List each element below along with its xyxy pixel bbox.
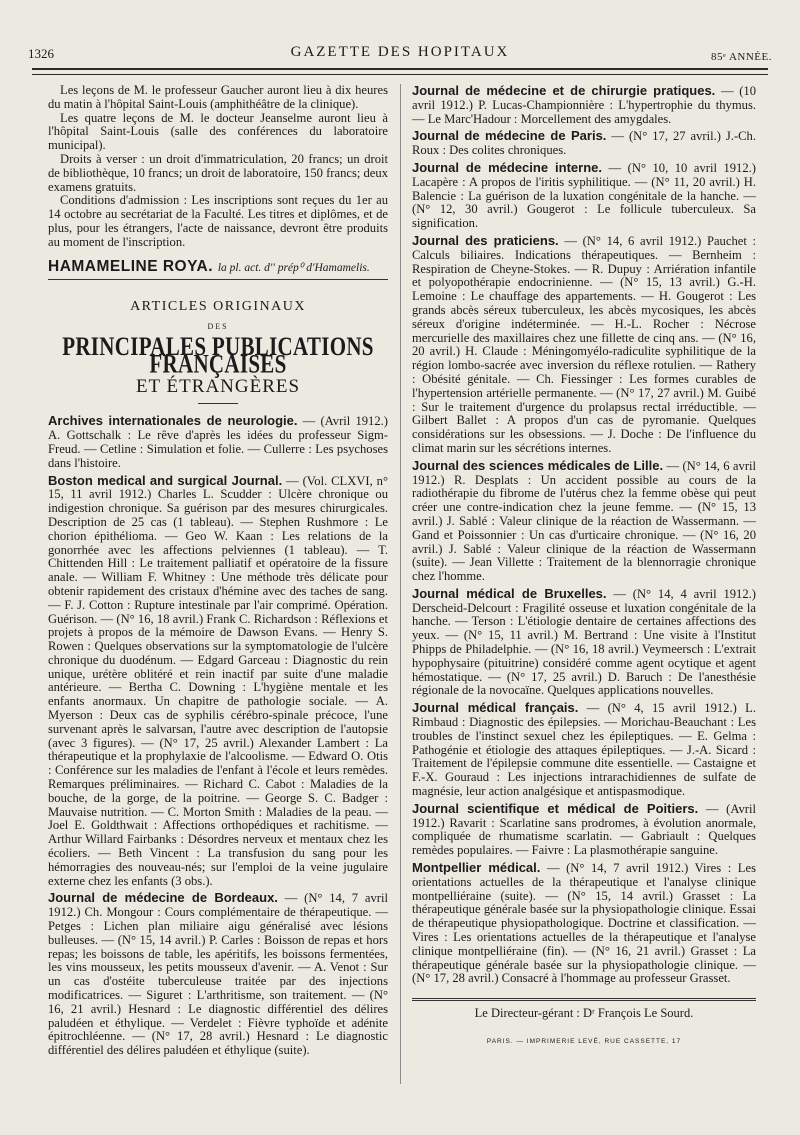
divider <box>48 279 388 280</box>
section-title: PRINCIPALES PUBLICATIONS FRANÇAISES <box>62 331 374 379</box>
journal-name: Archives internationales de neurologie. <box>48 413 298 429</box>
journal-name: Journal médical de Bruxelles. <box>412 585 607 601</box>
entry-text: — (N° 14, 7 avril 1912.) Vires : Les orientations actuelles de la thérapeutique et l'analyse clinique montpelliéraine (suite). — (N° 15, 14 avril.) Grasset : La thérapeutique générale basée sur la physiopathologie clinique. Essai de thérapeutique physiopathologique. Doctrine et classification. — Vires : Les orientations actuelles de la thérapeutique et l'analyse clinique montpelliéraine (fin). — (N° 16, 21 avril.) Grasset : La thérapeutique générale basée sur la physiopathologie clinique. — (N° 17, 28 avril.) Consacré à l'hommage au professeur Grasset. <box>412 861 756 986</box>
journal-name: Journal de médecine de Paris. <box>412 128 607 144</box>
section-des: DES <box>207 322 229 332</box>
journal-name: Montpellier médical. <box>412 860 541 876</box>
journal-name: Boston medical and surgical Journal. <box>48 472 283 488</box>
header-rule <box>32 68 768 75</box>
publication-entry <box>48 891 388 1058</box>
entry-text: — (Vol. CLXVI, n° 15, 11 avril 1912.) Charles L. Scudder : Ulcère chronique ou indigestion chronique. Sa guérison par des mesures chirurgicales. Description de 25 cas (1 tableau). — Stephen Rushmore : Le chorion épithélioma. — Geo W. Kaan : Les relations de la gonorrhée avec les affections pelviennes (1 tableau). — T. Chittenden Hill : Le traitement palliatif et opératoire de la fissure anale. — William F. Whitney : Une méthode très délicate pour obtenir rapidement des cristaux d'hémine avec des taches de sang. — F. J. Cotton : Rupture intestinale par l'air comprimé. Opération. Guérison. — (N° 16, 18 avril.) Frank C. Richardson : Réflexions et projets à propos de la mémoire de Dawson Evans. — Henry S. Rowen : Quelques observations sur la symptomatologie de l'ulcère chronique du duodénum. — Edgard Garceau : Diagnostic du rein unique, urétère oblitéré et rein inactif par suite d'une maladie antérieure. — Bertha C. Downing : L'hygiène mentale et les enfants anormaux. Un chapitre de pathologie sociale. — A. Myerson : Deux cas de syphilis cérébro-spinale précoce, l'une survenant après le salvarsan, l'autre avec description de l'autopsie (avec 3 figures). — (N° 17, 25 avril.) Alexander Lambert : La thérapeutique et la prophylaxie de l'alcoolisme. — Edward O. Otis : Conférence sur les maladies de l'enfant à l'école et leurs remèdes. Remarques préliminaires. — Richard C. Cabot : Maladies de la bouche, de la gorge, de la poitrine. — George S. C. Badger : Mauvaise nutrition. — C. Morton Smith : Maladies de la peau. — Joel E. Goldthwait : Affections orthopédiques et rachitisme. — Arthur Willard Fairbanks : Désordres nerveux et mentaux chez les écoliers. — Beth Vincent : La transfusion du sang pour les hémorragies des nouveau-nés; sur l'emploi de la veine jugulaire externe chez les enfants (3 obs.). <box>48 473 388 888</box>
notice-paragraph: Les quatre leçons de M. le docteur Jeanselme auront lieu à l'hôpital Saint-Louis (salle des conférences du laboratoire municipal). <box>48 110 388 153</box>
notice-paragraph: Conditions d'admission : Les inscriptions sont reçues du 1er au 14 octobre au secrétariat de la Faculté. Les titres et diplômes, et de plus, pour les étrangers, l'acte de naissance, devront être produits au moment de l'inscription. <box>48 193 388 249</box>
advert-name: HAMAMELINE ROYA. <box>48 257 214 275</box>
entry-text: — (N° 14, 7 avril 1912.) Ch. Mongour : Cours complémentaire de thérapeutique. — Petges : Lichen plan miliaire aigu généralisé avec lésions bulleuses. — (N° 15, 14 avril.) P. Carles : Boisson de repas et hors repas; les boissons de table, les apéritifs, les boissons fermentées, les vins mousseux, les petits mousseux d'avenir. — A. Venot : Sur un cas d'ostéite tuberculeuse traitée par des injections modificatrices. — Siguret : L'arthritisme, son traitement. — (N° 16, 21 avril.) Hesnard : Le diagnostic différentiel des délires paludéen et éthylique. — Verdelet : Fièvre typhoïde et adénite épitrochléenne. — (N° 17, 28 avril.) Hesnard : Le diagnostic différentiel des délires paludéen et éthylique (suite). <box>48 891 388 1058</box>
page-number: 1326 <box>28 46 54 61</box>
page-header <box>28 44 772 66</box>
entry-text: — (N° 4, 15 avril 1912.) L. Rimbaud : Diagnostic des épilepsies. — Morichau-Beauchant : Les troubles de l'instinct sexuel chez les épileptiques. — E. Gelma : Pathogénie et étiologie des attaques épileptiques. — J.-A. Sicard : Traitement de l'épilepsie commune dite essentielle. — Castaigne et F.-X. Gouraud : Les injections intrarachidiennes de sulfate de magnésie, leur action analgésique et antispasmodique. <box>412 701 756 799</box>
advertisement <box>48 257 388 276</box>
entry-text: — (N° 10, 10 avril 1912.) Lacapère : A propos de l'iritis syphilitique. — (N° 11, 20 avril.) H. Balencie : La guérison de la luxation congénitale de la hanche. — (N° 12, 30 avril.) Gougerot : Le follicule tuberculeux. Sa signification. <box>412 160 756 231</box>
right-column <box>412 84 756 1049</box>
journal-name: Journal de médecine et de chirurgie pratiques. <box>412 83 716 98</box>
publication-entry <box>412 234 756 456</box>
publication-entry <box>412 802 756 858</box>
publication-entry <box>412 459 756 584</box>
left-column <box>48 84 388 1061</box>
entry-text: — (10 avril 1912.) P. Lucas-Championnière : L'hypertrophie du thymus. — Le Marc'Hadour : Morcellement des amygdales. <box>412 84 756 126</box>
notice-paragraph: Les leçons de M. le professeur Gaucher auront lieu à dix heures du matin à l'hôpital Saint-Louis (amphithéâtre de la clinique). <box>48 83 388 111</box>
publication-entry <box>412 587 756 698</box>
printer-line: PARIS. — IMPRIMERIE LEVÉ, RUE CASSETTE, 17 <box>486 1038 682 1045</box>
advert-tagline: la pl. act. d'' prép⁰ d'Hamamelis. <box>217 261 370 274</box>
entry-text: — (N° 14, 4 avril 1912.) Derscheid-Delcourt : Fragilité osseuse et luxation congénitale de la hanche. — Terson : L'étiologie dentaire de certaines affections des yeux. — (N° 15, 11 avril.) M. Bertrand : Une visite à l'Institut Phipps de Philadelphie. — (N° 16, 18 avril.) Veymeersch : L'extrait hypophysaire (pituitrine) considéré comme agent ocytique et agent hémostatique. — (N° 17, 25 avril.) D. Baruch : De l'anesthésie régionale de la novocaïne. Quelques applications nouvelles. <box>412 586 756 698</box>
publication-entry <box>412 861 756 986</box>
notice-paragraph: Droits à verser : un droit d'immatriculation, 20 francs; un droit de bibliothèque, 10 francs; un droit de laboratoire, 150 francs; deux examens gratuits. <box>48 151 388 194</box>
entry-text: — (N° 14, 6 avril 1912.) R. Desplats : Un accident possible au cours de la radiothérapie du fibrome de l'utérus chez la femme obèse qui peut créer une contre-indication chez la jeune femme. — (N° 15, 13 avril.) J. Sablé : Valeur clinique de la réaction de Wassermann. — Gand et Poissonnier : Un cas d'urticaire chronique. — (N° 16, 20 avril.) J. Sablé : Valeur clinique de la réaction de Wassermann (suite). — Jean Villette : Traitement de la blennorragie chronique chez l'homme. <box>412 458 757 584</box>
section-heading: ARTICLES ORIGINAUX <box>130 299 306 315</box>
volume-year: 85ᵉ ANNÉE. <box>711 51 772 63</box>
journal-name: Journal scientifique et médical de Poitiers. <box>412 800 699 816</box>
entry-text: — (Avril 1912.) Ravarit : Scarlatine sans prodromes, à évolution anormale, compliquée de rhumatisme scarlatin. — Gabriault : Quelques remèdes populaires. — Faivre : La plasmothérapie sanguine. <box>412 801 756 858</box>
publication-entry <box>48 474 388 889</box>
column-separator <box>400 84 401 1084</box>
gazette-title: GAZETTE DES HOPITAUX <box>290 44 510 60</box>
section-subtitle: ET ÉTRANGÈRES <box>135 375 301 397</box>
entry-text: — (Avril 1912.) A. Gottschalk : Le rêve d'après les idées du professeur Sigm-Freud. — Cetline : Simulation et folie. — Cullerre : Les psychoses dans l'histoire. <box>48 414 388 470</box>
director-line: Le Directeur-gérant : Dʳ François Le Sourd. <box>412 998 756 1021</box>
journal-name: Journal médical français. <box>412 700 579 716</box>
journal-name: Journal de médecine interne. <box>412 159 603 175</box>
publication-entry <box>412 84 756 126</box>
entry-text: — (N° 17, 27 avril.) J.-Ch. Roux : Des colites chroniques. <box>412 129 756 158</box>
small-divider <box>198 403 238 404</box>
journal-name: Journal de médecine de Bordeaux. <box>48 890 278 906</box>
publication-entry <box>412 161 756 231</box>
entry-text: — (N° 14, 6 avril 1912.) Pauchet : Calculs biliaires. Indications thérapeutiques. — Bernheim : Respiration de Cheyne-Stokes. — R. Dupuy : Arriération infantile et polyopothérapie endocrinienne. — (N° 15, 13 avril.) G.-H. Lemoine : Le chauffage des appartements. — H. Gougerot : Les grands abcès séreux tuberculeux, les abcès mycosiques, les abcès séreux d'origine indéterminée. — H.-L. Rocher : Nécrose mercurielle des maxillaires chez une fillette de cinq ans. — (N° 16, 20 avril.) H. Claude : Méningomyélo-radiculite syphilitique de la région lombo-sacrée avec inversion du réflexe rotulien. — Rathery : Obésité génitale. — Ch. Fiessinger : Les formes curables de l'hypertension artérielle permanente. — (N° 17, 27 avril.) M. Guibé : Sur le traitement d'urgence du prolapsus rectal irréductible. — Gilbert Ballet : A propos d'un cas de pyromanie. Quelques considérations sur les obsessions. — J. Doche : De l'influence du climat marin sur les sécrétions internes. <box>412 233 757 455</box>
publication-entry <box>412 701 756 799</box>
journal-name: Journal des sciences médicales de Lille. <box>412 457 664 473</box>
journal-name: Journal des praticiens. <box>412 232 559 248</box>
publication-entry <box>412 129 756 158</box>
publication-entry <box>48 414 388 470</box>
